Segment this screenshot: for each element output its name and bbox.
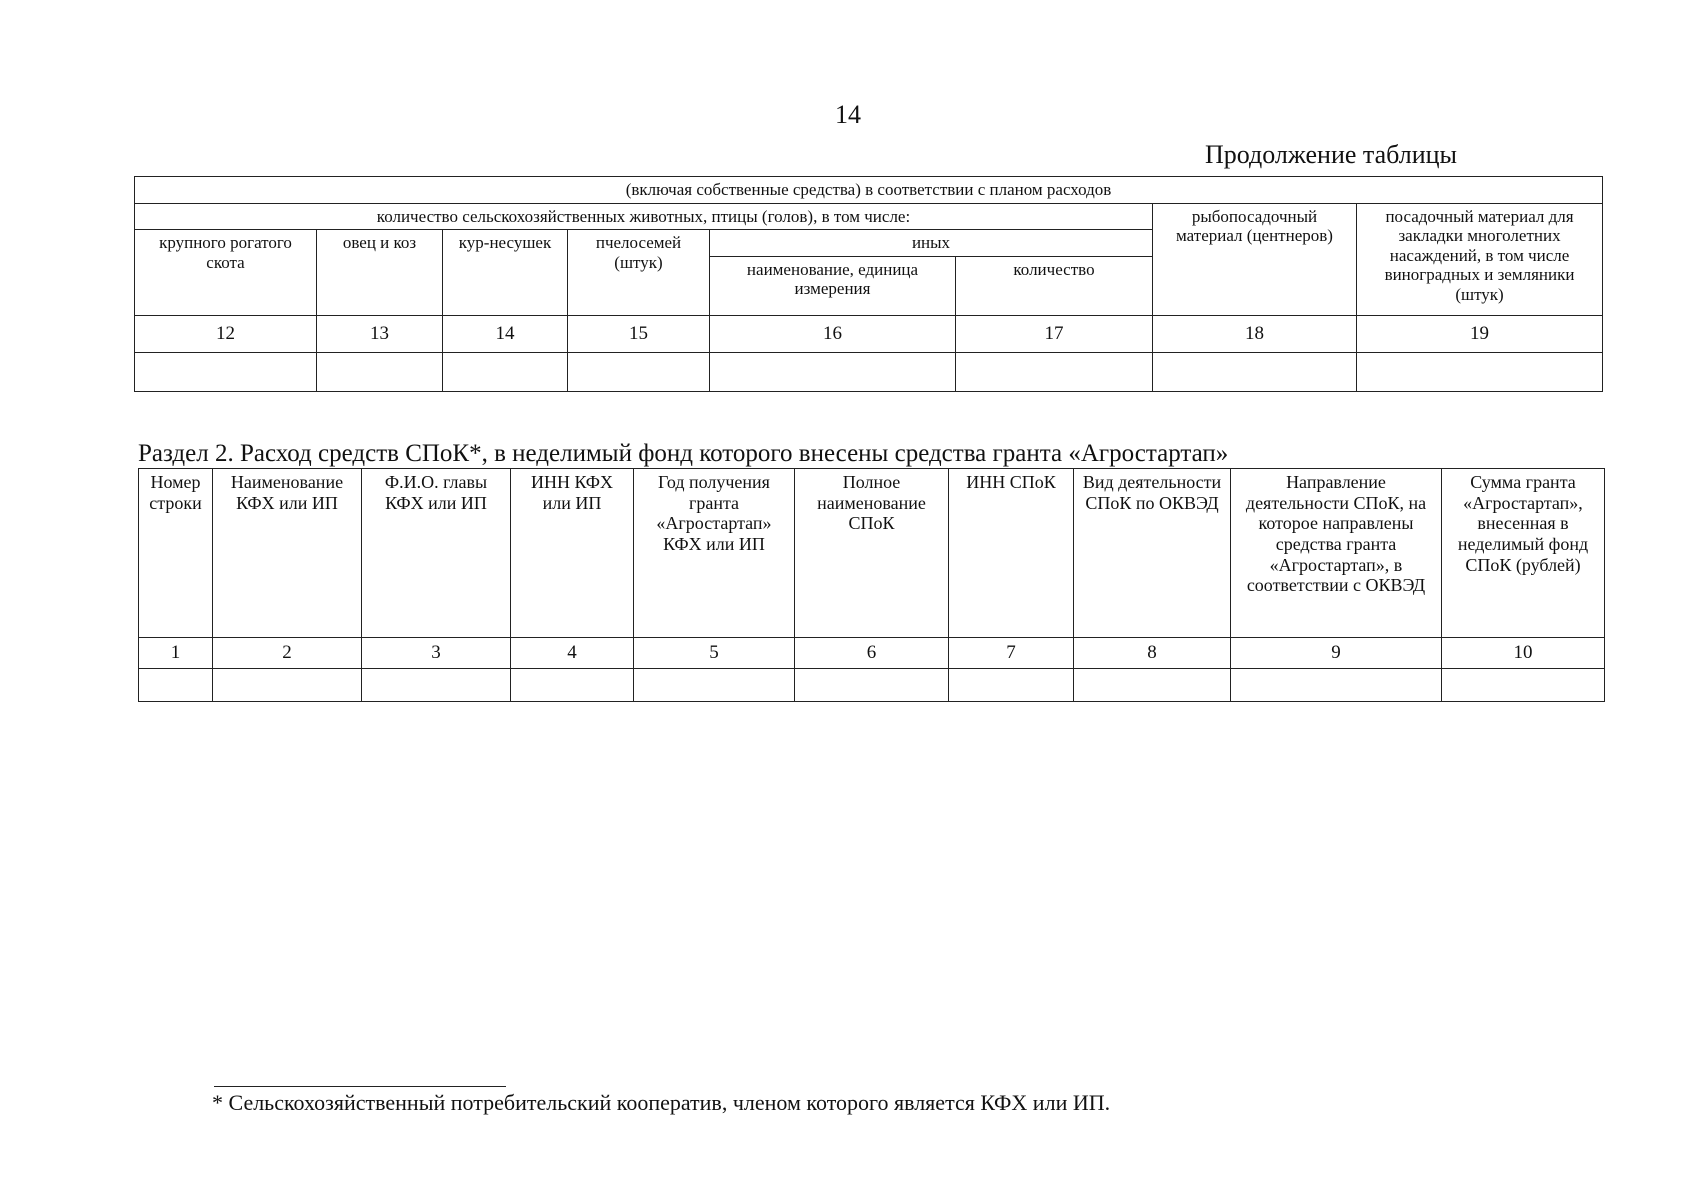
column-number: 3: [362, 638, 511, 669]
empty-cell: [568, 352, 710, 391]
fish-header: рыбопосадочный материал (центнеров): [1153, 203, 1357, 315]
table-row: [139, 669, 1605, 702]
column-number: 19: [1357, 315, 1603, 352]
footnote: * Сельскохозяйственный потребительский кооператив, членом которого является КФХ или ИП.: [212, 1090, 1111, 1115]
animals-header: количество сельскохозяйственных животных, птицы (голов), в том числе:: [135, 203, 1153, 230]
column-number: 5: [634, 638, 795, 669]
empty-cell: [443, 352, 568, 391]
empty-cell: [634, 669, 795, 702]
column-number: 17: [956, 315, 1153, 352]
header-spok-name: Полное наименование СПоК: [795, 469, 949, 638]
empty-cell: [949, 669, 1074, 702]
page-number: 14: [835, 100, 861, 129]
empty-cell: [710, 352, 956, 391]
column-number: 16: [710, 315, 956, 352]
empty-cell: [139, 669, 213, 702]
column-number: 14: [443, 315, 568, 352]
column-number: 8: [1074, 638, 1231, 669]
table1-top-header: (включая собственные средства) в соответствии с планом расходов: [135, 177, 1603, 204]
empty-cell: [956, 352, 1153, 391]
column-number: 4: [511, 638, 634, 669]
column-number: 10: [1442, 638, 1605, 669]
expenses-table-continued: [134, 176, 1603, 392]
header-farm-inn: ИНН КФХ или ИП: [511, 469, 634, 638]
header-activity-direction: Направление деятельности СПоК, на которое направлены средства гранта «Агростартап», в соответствии с ОКВЭД: [1231, 469, 1442, 638]
column-number: 6: [795, 638, 949, 669]
empty-cell: [317, 352, 443, 391]
header-grant-year: Год получения гранта «Агростартап» КФХ или ИП: [634, 469, 795, 638]
section-2-title: Раздел 2. Расход средств СПоК*, в неделимый фонд которого внесены средства гранта «Агростартап»: [138, 440, 1229, 467]
header-farm-name: Наименование КФХ или ИП: [213, 469, 362, 638]
column-number: 15: [568, 315, 710, 352]
spok-expenses-table: [138, 468, 1605, 702]
column-number: 7: [949, 638, 1074, 669]
other-name-header: наименование, единица измерения: [710, 256, 956, 315]
cattle-header: крупного рогатого скота: [135, 230, 317, 316]
column-number: 18: [1153, 315, 1357, 352]
empty-cell: [1074, 669, 1231, 702]
empty-cell: [213, 669, 362, 702]
empty-cell: [1357, 352, 1603, 391]
column-number: 12: [135, 315, 317, 352]
other-quantity-header: количество: [956, 256, 1153, 315]
table-row: [135, 352, 1603, 391]
empty-cell: [795, 669, 949, 702]
header-head-name: Ф.И.О. главы КФХ или ИП: [362, 469, 511, 638]
bees-header: пчелосемей (штук): [568, 230, 710, 316]
empty-cell: [135, 352, 317, 391]
planting-header: посадочный материал для закладки многолетних насаждений, в том числе виноградных и земляники (штук): [1357, 203, 1603, 315]
empty-cell: [362, 669, 511, 702]
column-number: 13: [317, 315, 443, 352]
empty-cell: [1231, 669, 1442, 702]
continuation-label: Продолжение таблицы: [1205, 140, 1457, 169]
empty-cell: [1153, 352, 1357, 391]
header-grant-amount: Сумма гранта «Агростартап», внесенная в неделимый фонд СПоК (рублей): [1442, 469, 1605, 638]
column-number: 9: [1231, 638, 1442, 669]
empty-cell: [1442, 669, 1605, 702]
header-row-number: Номер строки: [139, 469, 213, 638]
sheep-header: овец и коз: [317, 230, 443, 316]
column-number: 1: [139, 638, 213, 669]
header-spok-inn: ИНН СПоК: [949, 469, 1074, 638]
hens-header: кур-несушек: [443, 230, 568, 316]
header-activity-type: Вид деятельности СПоК по ОКВЭД: [1074, 469, 1231, 638]
empty-cell: [511, 669, 634, 702]
column-number: 2: [213, 638, 362, 669]
footnote-divider: [214, 1086, 506, 1087]
other-header: иных: [710, 230, 1153, 257]
